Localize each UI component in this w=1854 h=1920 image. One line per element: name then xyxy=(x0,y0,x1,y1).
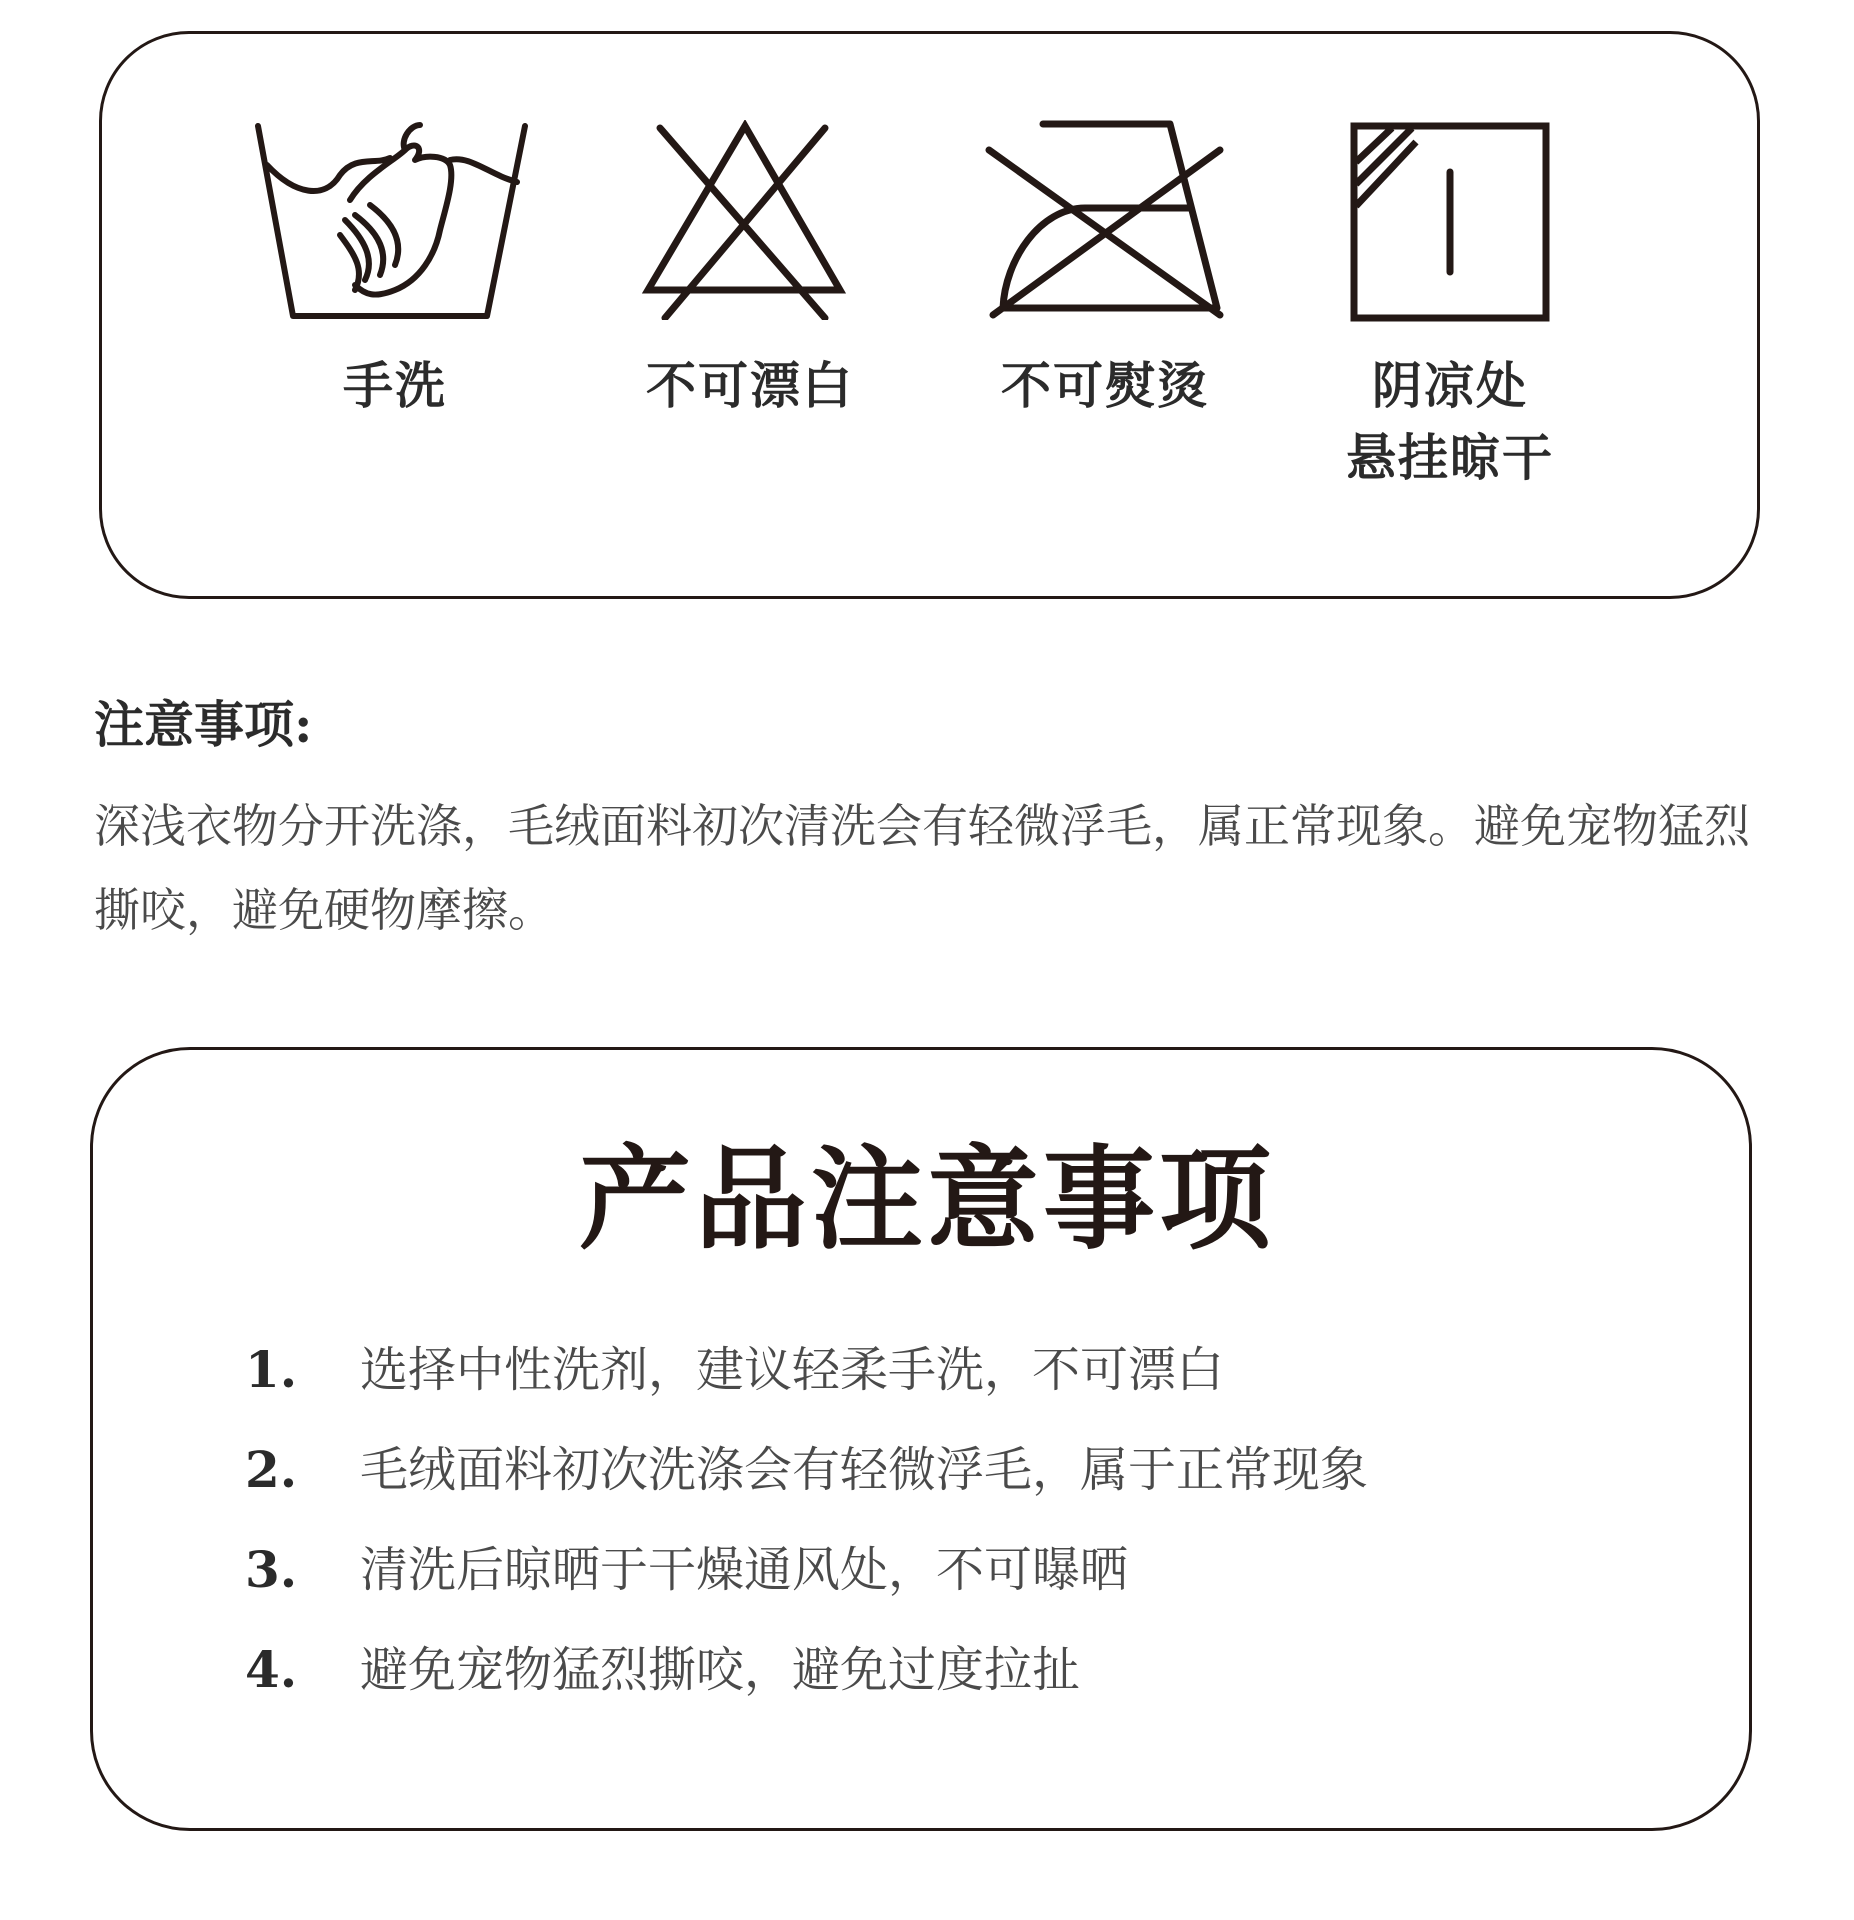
list-item-text: 毛绒面料初次洗涤会有轻微浮毛，属于正常现象 xyxy=(360,1442,1369,1498)
list-item-number: 2. xyxy=(245,1440,298,1499)
no-bleach-icon xyxy=(640,120,850,320)
care-label-no-iron: 不可熨烫 xyxy=(1001,356,1209,415)
no-iron-icon xyxy=(985,120,1235,320)
care-label-hand-wash: 手洗 xyxy=(343,356,447,415)
shade-dry-icon xyxy=(1350,122,1550,324)
care-label-no-bleach: 不可漂白 xyxy=(646,356,854,415)
list-item-text: 避免宠物猛烈撕咬，避免过度拉扯 xyxy=(360,1642,1081,1698)
care-label-shade-dry: 阴凉处 悬挂晾干 xyxy=(1346,356,1554,487)
list-item-number: 1. xyxy=(245,1340,298,1399)
list-item-number: 3. xyxy=(245,1540,298,1599)
hand-wash-icon xyxy=(255,120,535,320)
product-notice-title: 产品注意事项 xyxy=(579,1134,1275,1265)
list-item-text: 选择中性洗剂，建议轻柔手洗，不可漂白 xyxy=(360,1342,1225,1398)
notes-title: 注意事项: xyxy=(94,695,313,754)
list-item-number: 4. xyxy=(245,1640,298,1699)
list-item-text: 清洗后晾晒于干燥通风处，不可曝晒 xyxy=(360,1542,1129,1598)
notes-text: 深浅衣物分开洗涤，毛绒面料初次清洗会有轻微浮毛，属正常现象。避免宠物猛烈撕咬，避免硬物摩擦。 xyxy=(94,799,1750,937)
